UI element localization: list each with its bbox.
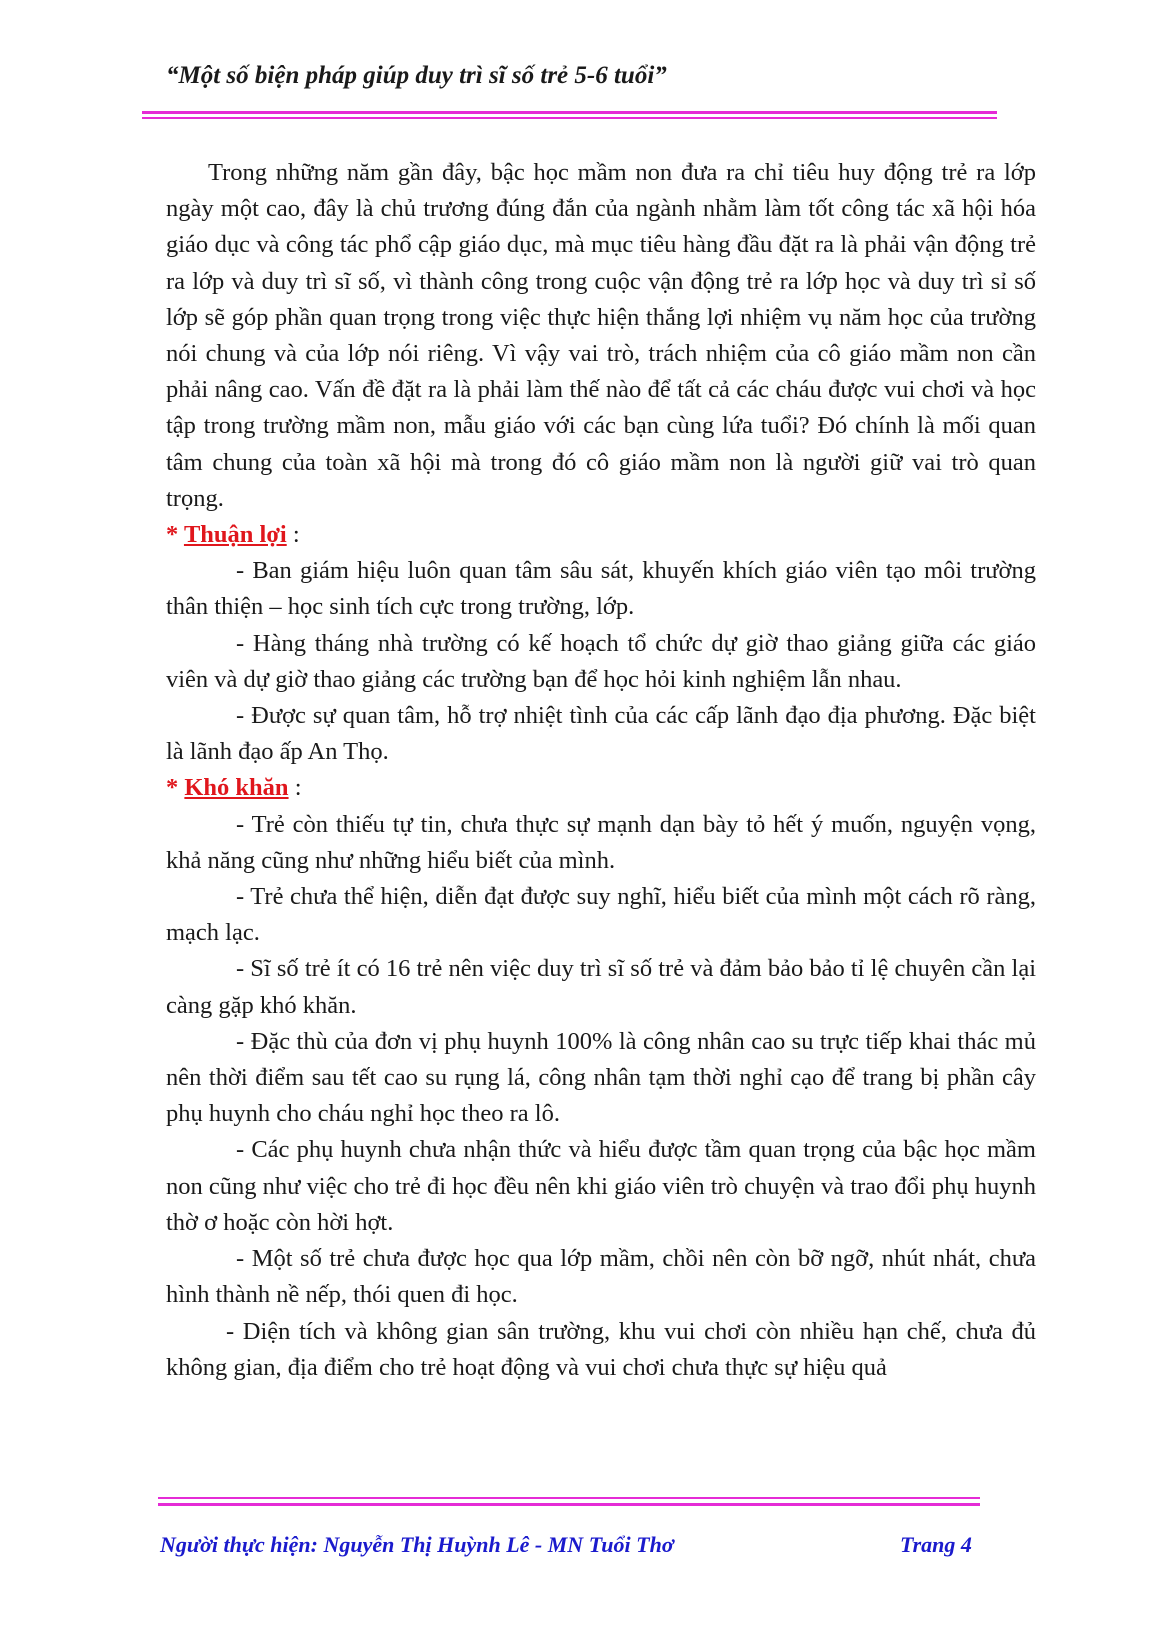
heading-bullet: * xyxy=(166,521,184,549)
advantage-item: - Ban giám hiệu luôn quan tâm sâu sát, khuyến khích giáo viên tạo môi trường thân thiện – học sinh tích cực trong trường, lớp. xyxy=(166,557,1036,621)
difficulty-item: - Một số trẻ chưa được học qua lớp mầm, chồi nên còn bỡ ngỡ, nhút nhát, chưa hình thành nề nếp, thói quen đi học. xyxy=(166,1245,1036,1309)
difficulty-item: - Các phụ huynh chưa nhận thức và hiểu được tầm quan trọng của bậc học mầm non cũng như việc cho trẻ đi học đều nên khi giáo viên trò chuyện và trao đổi phụ huynh thờ ơ hoặc còn hời hợt. xyxy=(166,1136,1036,1236)
advantage-item: - Được sự quan tâm, hỗ trợ nhiệt tình của các cấp lãnh đạo địa phương. Đặc biệt là lãnh đạo ấp An Thọ. xyxy=(166,702,1036,766)
difficulty-item: - Đặc thù của đơn vị phụ huynh 100% là công nhân cao su trực tiếp khai thác mủ nên thời điểm sau tết cao su rụng lá, công nhân tạm thời nghỉ cạo để trang bị phần cây phụ huynh cho cháu nghỉ học theo ra lô. xyxy=(166,1027,1036,1128)
advantages-heading xyxy=(166,517,1036,553)
document-body xyxy=(166,155,1036,1386)
heading-bullet: * xyxy=(166,774,185,802)
footer-rule-top xyxy=(158,1497,980,1499)
heading-colon: : xyxy=(288,774,302,802)
header-rule-bottom xyxy=(142,117,997,119)
header-rule-top xyxy=(142,111,997,114)
difficulty-item: - Sĩ số trẻ ít có 16 trẻ nên việc duy trì sĩ số trẻ và đảm bảo bảo tỉ lệ chuyên cần lại càng gặp khó khăn. xyxy=(166,955,1036,1019)
footer-author: Người thực hiện: Nguyễn Thị Huỳnh Lê - MN Tuổi Thơ xyxy=(160,1532,674,1557)
difficulty-item: - Diện tích và không gian sân trường, khu vui chơi còn nhiều hạn chế, chưa đủ không gian, địa điểm cho trẻ hoạt động và vui chơi chưa thực sự hiệu quả xyxy=(166,1317,1036,1381)
difficulty-item: - Trẻ chưa thể hiện, diễn đạt được suy nghĩ, hiểu biết của mình một cách rõ ràng, mạch lạc. xyxy=(166,883,1036,947)
difficulties-label: Khó khăn xyxy=(184,774,289,802)
document-title: “Một số biện pháp giúp duy trì sĩ số trẻ 5-6 tuổi” xyxy=(166,62,667,89)
footer-page-number: Trang 4 xyxy=(900,1532,972,1557)
intro-paragraph: Trong những năm gần đây, bậc học mầm non đưa ra chỉ tiêu huy động trẻ ra lớp ngày một cao, đây là chủ trương đúng đắn của ngành nhằm làm tốt công tác xã hội hóa giáo dục và công tác phổ cập giáo dục, mà mục tiêu hàng đầu đặt ra là phải vận động trẻ ra lớp và duy trì sĩ số, vì thành công trong cuộc vận động trẻ ra lớp học và duy trì sỉ số lớp sẽ góp phần quan trọng trong việc thực hiện thắng lợi nhiệm vụ năm học của trường nói chung và của lớp nói riêng. Vì vậy vai trò, trách nhiệm của cô giáo mầm non cần phải nâng cao. Vấn đề đặt ra là phải làm thế nào để tất cả các cháu được vui chơi và học tập trong trường mầm non, mẫu giáo với các bạn cùng lứa tuổi? Đó chính là mối quan tâm chung của toàn xã hội mà trong đó cô giáo mầm non là người giữ vai trò quan trọng. xyxy=(166,159,1036,512)
footer-rule-bottom xyxy=(158,1503,980,1506)
difficulty-item: - Trẻ còn thiếu tự tin, chưa thực sự mạnh dạn bày tỏ hết ý muốn, nguyện vọng, khả năng cũng như những hiểu biết của mình. xyxy=(166,810,1036,874)
advantage-item: - Hàng tháng nhà trường có kế hoạch tổ chức dự giờ thao giảng giữa các giáo viên và dự giờ thao giảng các trường bạn để học hỏi kinh nghiệm lẫn nhau. xyxy=(166,629,1036,693)
advantages-label: Thuận lợi xyxy=(183,521,287,549)
heading-colon: : xyxy=(286,521,300,549)
difficulties-heading xyxy=(166,770,1036,806)
